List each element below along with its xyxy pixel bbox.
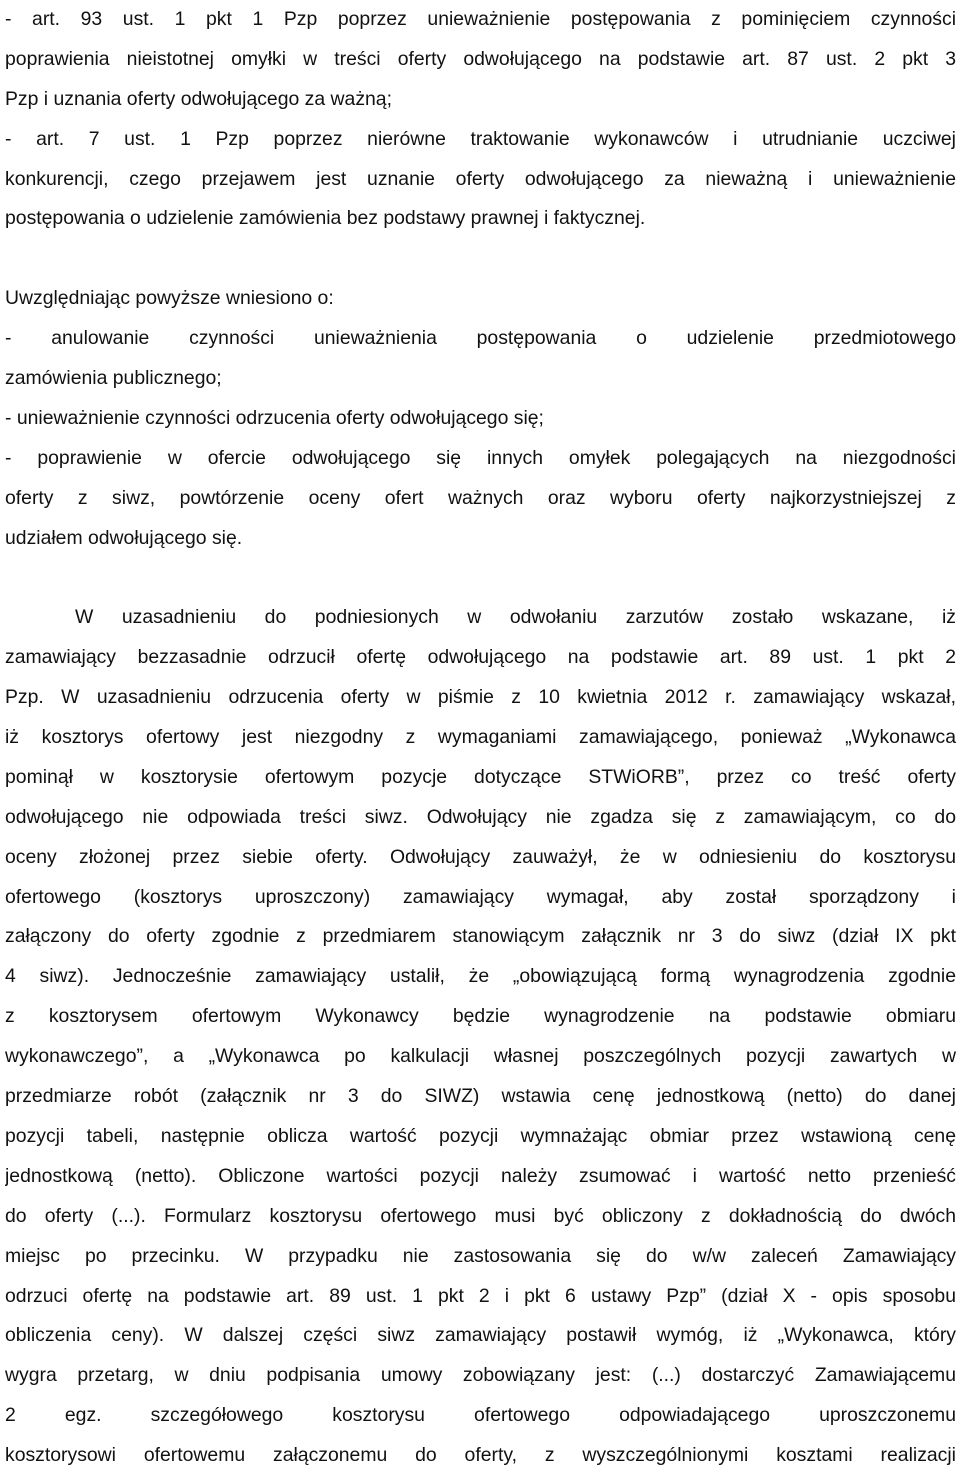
text-line: obliczenia ceny). W dalszej części siwz zamawiający postawił wymóg, iż „Wykonawca, który [5,1324,956,1347]
paragraph-gap [5,239,956,279]
text-line: załączony do oferty zgodnie z przedmiarem stanowiącym załącznik nr 3 do siwz (dział IX pkt [5,925,956,948]
text-line: - art. 93 ust. 1 pkt 1 Pzp poprzez unieważnienie postępowania z pominięciem czynności [5,8,956,30]
text-line: 2 egz. szczegółowego kosztorysu ofertowego odpowiadającego uproszczonemu [5,1404,956,1427]
text-line: ofertowego (kosztorys uproszczony) zamawiający wymagał, aby został sporządzony i [5,885,956,908]
text-line: kosztorysowi ofertowemu załączonemu do oferty, z wyszczególnionymi kosztami realizacji [5,1444,956,1467]
text-line: - unieważnienie czynności odrzucenia oferty odwołującego się; [5,406,544,429]
text-line: Uwzględniając powyższe wniesiono o: [5,287,334,310]
text-line: W uzasadnieniu do podniesionych w odwołaniu zarzutów zostało wskazane, iż [75,606,956,629]
text-line: oferty z siwz, powtórzenie oceny ofert ważnych oraz wyboru oferty najkorzystniejszej z [5,486,956,509]
text-line: jednostkową (netto). Obliczone wartości pozycji należy zsumować i wartość netto przenieść [5,1164,956,1187]
text-line: pominął w kosztorysie ofertowym pozycje dotyczące STWiORB”, przez co treść oferty [5,765,956,788]
text-line: - anulowanie czynności unieważnienia postępowania o udzielenie przedmiotowego [5,327,956,350]
text-line: z kosztorysem ofertowym Wykonawcy będzie wynagrodzenie na podstawie obmiaru [5,1005,956,1028]
text-line: odrzuci ofertę na podstawie art. 89 ust. 1 pkt 2 i pkt 6 ustawy Pzp” (dział X - opis sposobu [5,1284,956,1307]
text-line: wykonawczego”, a „Wykonawca po kalkulacji własnej poszczególnych pozycji zawartych w [5,1045,956,1068]
text-line: odwołującego nie odpowiada treści siwz. Odwołujący nie zgadza się z zamawiającym, co do [5,805,956,828]
text-line: konkurencji, czego przejawem jest uznanie oferty odwołującego za nieważną i unieważnienie [5,167,956,190]
text-line: wygra przetarg, w dniu podpisania umowy zobowiązany jest: (...) dostarczyć Zamawiającemu [5,1364,956,1387]
text-line: udziałem odwołującego się. [5,526,243,549]
text-line: - poprawienie w ofercie odwołującego się innych omyłek polegających na niezgodności [5,446,956,469]
paragraph-gap [5,558,956,598]
text-line: Pzp i uznania oferty odwołującego za ważną; [5,87,392,110]
text-line: przedmiarze robót (załącznik nr 3 do SIWZ) wstawia cenę jednostkową (netto) do danej [5,1085,956,1108]
text-line: zamówienia publicznego; [5,367,222,390]
text-line: iż kosztorys ofertowy jest niezgodny z wymaganiami zamawiającego, ponieważ „Wykonawca [5,726,956,749]
text-line: poprawienia nieistotnej omyłki w treści oferty odwołującego na podstawie art. 87 ust. 2 pkt 3 [5,47,956,70]
text-line: miejsc po przecinku. W przypadku nie zastosowania się do w/w zaleceń Zamawiający [5,1244,956,1267]
text-line: do oferty (...). Formularz kosztorysu ofertowego musi być obliczony z dokładnością do dwóch [5,1204,956,1227]
text-line: 4 siwz). Jednocześnie zamawiający ustalił, że „obowiązującą formą wynagrodzenia zgodnie [5,965,956,988]
text-line: postępowania o udzielenie zamówienia bez podstawy prawnej i faktycznej. [5,207,646,230]
text-line: zamawiający bezzasadnie odrzucił ofertę odwołującego na podstawie art. 89 ust. 1 pkt 2 [5,646,956,669]
text-line: Pzp. W uzasadnieniu odrzucenia oferty w piśmie z 10 kwietnia 2012 r. zamawiający wskazał, [5,686,956,709]
text-line: oceny złożonej przez siebie oferty. Odwołujący zauważył, że w odniesieniu do kosztorysu [5,845,956,868]
text-line: pozycji tabeli, następnie oblicza wartość pozycji wymnażając obmiar przez wstawioną cenę [5,1124,956,1147]
text-line: - art. 7 ust. 1 Pzp poprzez nierówne traktowanie wykonawców i utrudnianie uczciwej [5,127,956,150]
